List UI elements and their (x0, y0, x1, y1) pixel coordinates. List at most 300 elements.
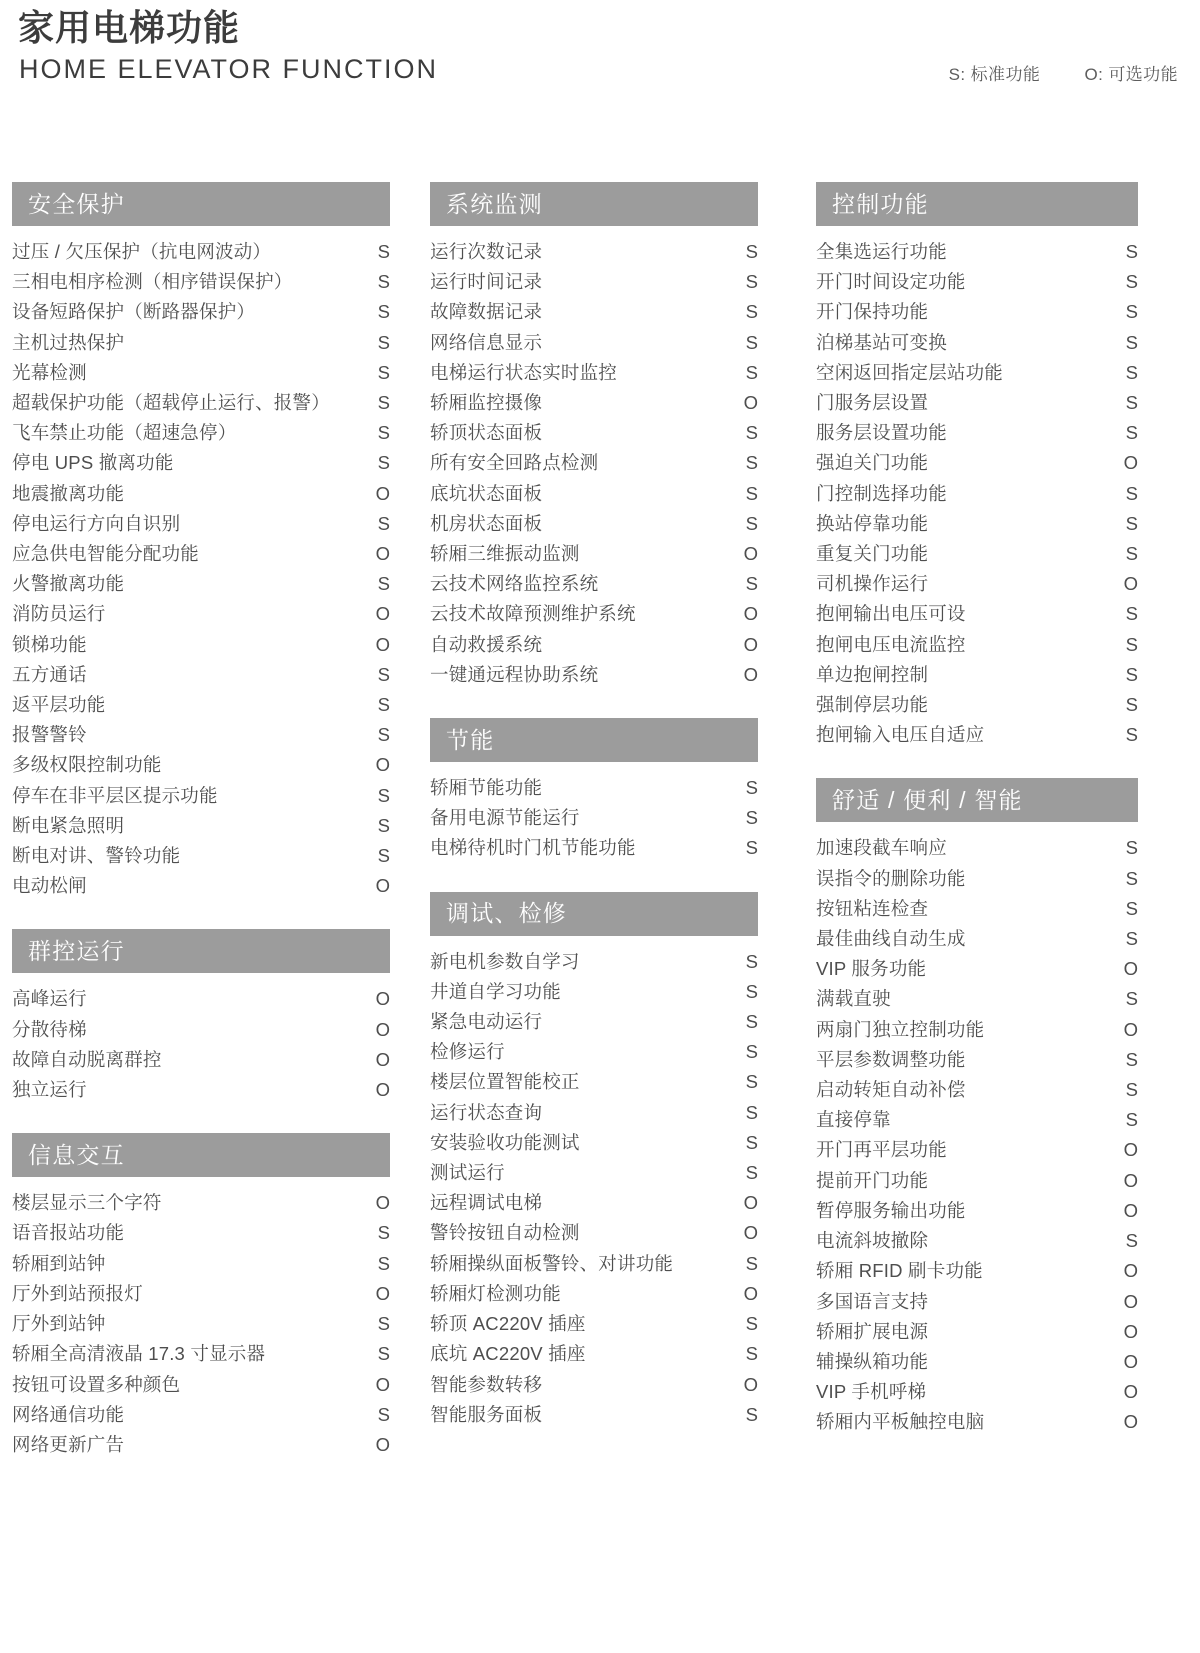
feature-row (816, 479, 1138, 509)
page-title-english: HOME ELEVATOR FUNCTION (19, 54, 439, 84)
feature-name: 机房状态面板 (430, 512, 543, 534)
feature-flag: O (1123, 1169, 1138, 1191)
feature-row (12, 479, 390, 509)
feature-row (12, 599, 390, 629)
feature-row (430, 479, 758, 509)
feature-name: VIP 手机呼梯 (816, 1381, 927, 1403)
feature-flag: O (1123, 1260, 1138, 1282)
feature-name: 紧急电动运行 (430, 1011, 543, 1033)
feature-flag: S (377, 271, 390, 293)
feature-flag: S (1125, 482, 1138, 504)
feature-name: 检修运行 (430, 1041, 505, 1063)
feature-row (816, 418, 1138, 448)
feature-flag: S (745, 241, 758, 262)
feature-row (430, 1370, 758, 1400)
feature-row (430, 509, 758, 539)
feature-name: 轿厢内平板触控电脑 (816, 1411, 985, 1433)
feature-row (816, 509, 1138, 539)
feature-name: 语音报站功能 (12, 1222, 125, 1244)
feature-row (816, 1075, 1138, 1105)
feature-flag: S (745, 1343, 758, 1365)
feature-flag: S (745, 1162, 758, 1184)
feature-row (430, 803, 758, 833)
feature-name: 暂停服务输出功能 (816, 1199, 966, 1221)
feature-name: 电动松闸 (12, 875, 87, 897)
feature-name: 飞车禁止功能（超速急停） (12, 422, 237, 444)
feature-name: 电梯运行状态实时监控 (430, 361, 618, 383)
feature-row (430, 1067, 758, 1097)
feature-name: 多国语言支持 (816, 1290, 929, 1312)
feature-row (816, 864, 1138, 894)
feature-name: 轿厢到站钟 (12, 1252, 106, 1274)
feature-name: 运行时间记录 (430, 271, 543, 293)
feature-row (816, 388, 1138, 418)
feature-flag: S (1125, 1230, 1138, 1252)
feature-flag: S (377, 814, 390, 836)
feature-flag: S (377, 1313, 390, 1335)
feature-row (816, 954, 1138, 984)
feature-name: 一键通远程协助系统 (430, 663, 599, 685)
feature-flag: S (377, 361, 390, 383)
feature-flag: S (1125, 392, 1138, 414)
feature-row (12, 720, 390, 750)
feature-row (12, 1339, 390, 1369)
section-body (430, 936, 758, 1430)
feature-row (12, 811, 390, 841)
feature-row (12, 1309, 390, 1339)
feature-row (12, 358, 390, 388)
feature-flag: S (745, 1071, 758, 1093)
feature-row (816, 1166, 1138, 1196)
feature-name: 光幕检测 (12, 361, 87, 383)
feature-row (430, 539, 758, 569)
feature-name: 独立运行 (12, 1079, 87, 1101)
feature-row (12, 1188, 390, 1218)
feature-name: 底坑状态面板 (430, 482, 543, 504)
feature-name: 抱闸电压电流监控 (816, 633, 966, 655)
feature-name: 单边抱闸控制 (816, 663, 929, 685)
feature-row (430, 237, 758, 267)
feature-row (816, 599, 1138, 629)
feature-name: 超载保护功能（超载停止运行、报警） (12, 392, 330, 414)
feature-row (12, 1430, 390, 1460)
feature-flag: O (743, 633, 758, 655)
feature-row (430, 388, 758, 418)
section-body (816, 226, 1138, 750)
feature-flag: S (377, 392, 390, 414)
feature-flag: O (375, 1373, 390, 1395)
feature-name: 全集选运行功能 (816, 241, 947, 262)
feature-name: 门控制选择功能 (816, 482, 947, 504)
feature-name: 火警撤离功能 (12, 573, 125, 595)
section-title: 信息交互 (28, 1141, 125, 1168)
feature-name: 所有安全回路点检测 (430, 452, 599, 474)
feature-row (12, 660, 390, 690)
feature-flag: S (377, 663, 390, 685)
feature-name: 电流斜坡撤除 (816, 1230, 929, 1252)
feature-flag: S (1125, 331, 1138, 353)
feature-name: 误指令的删除功能 (816, 867, 966, 889)
feature-flag: O (1123, 1411, 1138, 1433)
feature-flag: S (1125, 928, 1138, 950)
feature-row (816, 569, 1138, 599)
feature-flag: O (1123, 958, 1138, 980)
feature-row (430, 833, 758, 863)
feature-flag: O (375, 482, 390, 504)
feature-row (816, 1256, 1138, 1286)
section-title: 调试、检修 (446, 900, 567, 927)
feature-name: 启动转矩自动补偿 (816, 1079, 966, 1101)
feature-row (12, 750, 390, 780)
feature-flag: S (1125, 897, 1138, 919)
feature-name: 最佳曲线自动生成 (816, 928, 966, 950)
feature-flag: S (1125, 1048, 1138, 1070)
feature-flag: S (377, 331, 390, 353)
feature-name: 加速段截车响应 (816, 837, 947, 859)
feature-flag: O (375, 603, 390, 625)
feature-row (12, 1279, 390, 1309)
feature-flag: S (377, 784, 390, 806)
feature-flag: S (745, 1252, 758, 1274)
feature-row (430, 773, 758, 803)
feature-name: 井道自学习功能 (430, 980, 561, 1002)
section-header (816, 778, 1138, 822)
feature-flag: S (745, 573, 758, 595)
feature-row (12, 297, 390, 327)
feature-flag: S (745, 950, 758, 972)
feature-name: 轿厢节能功能 (430, 777, 543, 799)
feature-flag: S (745, 422, 758, 444)
feature-name: 厅外到站预报灯 (12, 1282, 143, 1304)
feature-flag: S (745, 1011, 758, 1033)
feature-name: 锁梯功能 (12, 633, 87, 655)
feature-row (816, 1287, 1138, 1317)
feature-name: 断电紧急照明 (12, 814, 125, 836)
feature-flag: S (1125, 241, 1138, 262)
feature-name: 空闲返回指定层站功能 (816, 361, 1004, 383)
feature-row (816, 833, 1138, 863)
feature-row (12, 418, 390, 448)
feature-name: 轿厢三维振动监测 (430, 543, 580, 565)
feature-row (12, 984, 390, 1014)
feature-row (430, 328, 758, 358)
feature-flag: S (745, 837, 758, 859)
feature-flag: O (743, 663, 758, 685)
section-title: 群控运行 (28, 937, 125, 964)
feature-row (12, 1045, 390, 1075)
feature-name: 按钮粘连检查 (816, 897, 929, 919)
feature-flag: S (377, 241, 390, 262)
feature-row (430, 1218, 758, 1248)
feature-row (816, 1377, 1138, 1407)
feature-row (430, 1098, 758, 1128)
feature-name: 轿厢 RFID 刷卡功能 (816, 1260, 983, 1282)
feature-flag: S (1125, 837, 1138, 859)
section-title: 安全保护 (28, 190, 125, 217)
feature-flag: S (1125, 1079, 1138, 1101)
feature-row (12, 1218, 390, 1248)
feature-name: 抱闸输入电压自适应 (816, 724, 985, 746)
feature-flag: S (377, 1252, 390, 1274)
feature-flag: S (745, 361, 758, 383)
feature-name: 主机过热保护 (12, 331, 125, 353)
feature-row (430, 1309, 758, 1339)
feature-name: 电梯待机时门机节能功能 (430, 837, 636, 859)
feature-flag: O (375, 988, 390, 1010)
feature-name: 消防员运行 (12, 603, 106, 625)
feature-row (816, 358, 1138, 388)
feature-flag: S (745, 452, 758, 474)
feature-row (430, 358, 758, 388)
column-3 (774, 182, 1200, 1460)
feature-name: 按钮可设置多种颜色 (12, 1373, 181, 1395)
feature-flag: O (375, 1433, 390, 1455)
feature-row (430, 977, 758, 1007)
feature-flag: O (375, 754, 390, 776)
section-header (816, 182, 1138, 226)
feature-name: 楼层位置智能校正 (430, 1071, 580, 1093)
feature-flag: O (375, 1192, 390, 1214)
feature-name: 高峰运行 (12, 988, 87, 1010)
feature-row (430, 1400, 758, 1430)
feature-section (12, 1133, 390, 1460)
feature-flag: O (375, 543, 390, 565)
feature-row (430, 1249, 758, 1279)
feature-flag: S (745, 980, 758, 1002)
feature-name: 轿厢全高清液晶 17.3 寸显示器 (12, 1343, 266, 1365)
feature-name: 测试运行 (430, 1162, 505, 1184)
feature-name: VIP 服务功能 (816, 958, 927, 980)
feature-flag: O (375, 875, 390, 897)
feature-flag: S (1125, 988, 1138, 1010)
feature-flag: S (745, 777, 758, 799)
feature-row (816, 1407, 1138, 1437)
feature-name: 开门保持功能 (816, 301, 929, 323)
feature-flag: S (1125, 633, 1138, 655)
feature-flag: S (377, 724, 390, 746)
feature-row (12, 328, 390, 358)
feature-row (816, 984, 1138, 1014)
feature-name: 底坑 AC220V 插座 (430, 1343, 586, 1365)
feature-name: 提前开门功能 (816, 1169, 929, 1191)
feature-flag: S (1125, 603, 1138, 625)
feature-row (816, 1317, 1138, 1347)
feature-flag: O (743, 392, 758, 414)
feature-flag: S (377, 845, 390, 867)
feature-flag: S (1125, 361, 1138, 383)
feature-flag: O (743, 543, 758, 565)
section-header (430, 718, 758, 762)
feature-flag: S (745, 301, 758, 323)
feature-row (430, 569, 758, 599)
feature-row (12, 539, 390, 569)
feature-name: 警铃按钮自动检测 (430, 1222, 580, 1244)
column-2 (404, 182, 774, 1460)
feature-name: 设备短路保护（断路器保护） (12, 301, 256, 323)
feature-row (430, 1188, 758, 1218)
feature-flag: S (377, 1343, 390, 1365)
feature-name: 停车在非平层区提示功能 (12, 784, 218, 806)
feature-row (816, 1226, 1138, 1256)
feature-flag: S (1125, 271, 1138, 293)
feature-flag: S (1125, 512, 1138, 534)
feature-name: 安装验收功能测试 (430, 1131, 580, 1153)
feature-row (430, 297, 758, 327)
feature-section (430, 182, 758, 690)
feature-flag: S (1125, 422, 1138, 444)
feature-row (430, 1037, 758, 1067)
feature-flag: S (377, 422, 390, 444)
feature-name: 三相电相序检测（相序错误保护） (12, 271, 293, 293)
feature-row (12, 630, 390, 660)
feature-name: 辅操纵箱功能 (816, 1350, 929, 1372)
feature-flag: S (377, 694, 390, 716)
feature-row (816, 1045, 1138, 1075)
feature-name: 司机操作运行 (816, 573, 929, 595)
legend (949, 60, 1178, 85)
feature-name: 强制停层功能 (816, 694, 929, 716)
feature-flag: S (1125, 724, 1138, 746)
feature-row (12, 1370, 390, 1400)
feature-flag: O (1123, 1018, 1138, 1040)
feature-row (12, 569, 390, 599)
feature-name: 云技术网络监控系统 (430, 573, 599, 595)
feature-row (12, 690, 390, 720)
feature-flag: O (743, 603, 758, 625)
feature-flag: O (375, 1282, 390, 1304)
feature-flag: O (375, 1018, 390, 1040)
feature-row (816, 1105, 1138, 1135)
feature-flag: S (377, 1222, 390, 1244)
feature-name: 开门再平层功能 (816, 1139, 947, 1161)
feature-row (430, 630, 758, 660)
feature-name: 应急供电智能分配功能 (12, 543, 200, 565)
feature-name: 智能服务面板 (430, 1403, 543, 1425)
feature-row (12, 1249, 390, 1279)
feature-name: 新电机参数自学习 (430, 950, 580, 972)
legend-standard: S: 标准功能 (948, 65, 1041, 84)
section-body (12, 226, 390, 901)
feature-name: 两扇门独立控制功能 (816, 1018, 985, 1040)
feature-name: 自动救援系统 (430, 633, 543, 655)
feature-name: 多级权限控制功能 (12, 754, 162, 776)
feature-section (430, 718, 758, 864)
feature-name: 运行次数记录 (430, 241, 543, 262)
feature-flag: S (1125, 1109, 1138, 1131)
feature-name: 故障自动脱离群控 (12, 1048, 162, 1070)
feature-flag: S (745, 807, 758, 829)
feature-flag: S (377, 301, 390, 323)
section-body (430, 226, 758, 690)
feature-flag: S (377, 512, 390, 534)
feature-name: 地震撤离功能 (12, 482, 125, 504)
section-body (430, 762, 758, 864)
feature-name: 网络更新广告 (12, 1433, 125, 1455)
feature-flag: S (745, 1131, 758, 1153)
feature-flag: O (1123, 1139, 1138, 1161)
section-header (12, 929, 390, 973)
feature-flag: S (1125, 867, 1138, 889)
feature-row (816, 539, 1138, 569)
feature-row (816, 1015, 1138, 1045)
feature-row (816, 1196, 1138, 1226)
feature-row (12, 509, 390, 539)
feature-name: 平层参数调整功能 (816, 1048, 966, 1070)
feature-flag: O (1123, 452, 1138, 474)
column-1 (0, 182, 404, 1460)
feature-flag: S (745, 331, 758, 353)
feature-section (12, 182, 390, 901)
feature-name: 五方通话 (12, 663, 87, 685)
feature-name: 轿厢扩展电源 (816, 1320, 929, 1342)
feature-flag: O (743, 1282, 758, 1304)
section-title: 控制功能 (832, 190, 929, 217)
feature-flag: S (1125, 694, 1138, 716)
section-header (12, 182, 390, 226)
feature-name: 轿厢操纵面板警铃、对讲功能 (430, 1252, 674, 1274)
feature-name: 抱闸输出电压可设 (816, 603, 966, 625)
feature-row (12, 781, 390, 811)
section-title: 舒适 / 便利 / 智能 (832, 786, 1023, 813)
feature-flag: S (377, 452, 390, 474)
title-block (18, 6, 438, 86)
feature-flag: S (745, 1101, 758, 1123)
feature-name: 开门时间设定功能 (816, 271, 966, 293)
feature-row (816, 1135, 1138, 1165)
feature-row (430, 947, 758, 977)
section-header (12, 1133, 390, 1177)
feature-name: 远程调试电梯 (430, 1192, 543, 1214)
feature-flag: O (1123, 1350, 1138, 1372)
feature-row (430, 1007, 758, 1037)
feature-name: 网络通信功能 (12, 1403, 125, 1425)
feature-row (430, 1279, 758, 1309)
feature-name: 断电对讲、警铃功能 (12, 845, 181, 867)
feature-row (12, 871, 390, 901)
feature-flag: S (745, 1313, 758, 1335)
feature-section (430, 892, 758, 1430)
feature-name: 过压 / 欠压保护（抗电网波动） (12, 241, 272, 262)
feature-flag: O (1123, 573, 1138, 595)
feature-flag: O (375, 1079, 390, 1101)
feature-name: 运行状态查询 (430, 1101, 543, 1123)
feature-name: 满载直驶 (816, 988, 891, 1010)
feature-flag: O (1123, 1381, 1138, 1403)
feature-name: 泊梯基站可变换 (816, 331, 947, 353)
feature-row (816, 630, 1138, 660)
feature-flag: O (375, 633, 390, 655)
feature-name: 换站停靠功能 (816, 512, 929, 534)
page-title-chinese: 家用电梯功能 (18, 7, 241, 48)
feature-row (816, 297, 1138, 327)
feature-row (816, 237, 1138, 267)
feature-row (430, 1158, 758, 1188)
feature-flag: S (745, 1041, 758, 1063)
feature-row (12, 841, 390, 871)
feature-flag: S (1125, 663, 1138, 685)
feature-name: 报警警铃 (12, 724, 87, 746)
feature-row (12, 267, 390, 297)
feature-name: 停电运行方向自识别 (12, 512, 181, 534)
feature-flag: O (743, 1373, 758, 1395)
feature-row (430, 660, 758, 690)
feature-row (816, 328, 1138, 358)
feature-flag: S (745, 271, 758, 293)
feature-section (816, 182, 1138, 750)
feature-flag: S (377, 1403, 390, 1425)
feature-row (430, 1339, 758, 1369)
feature-flag: S (745, 512, 758, 534)
